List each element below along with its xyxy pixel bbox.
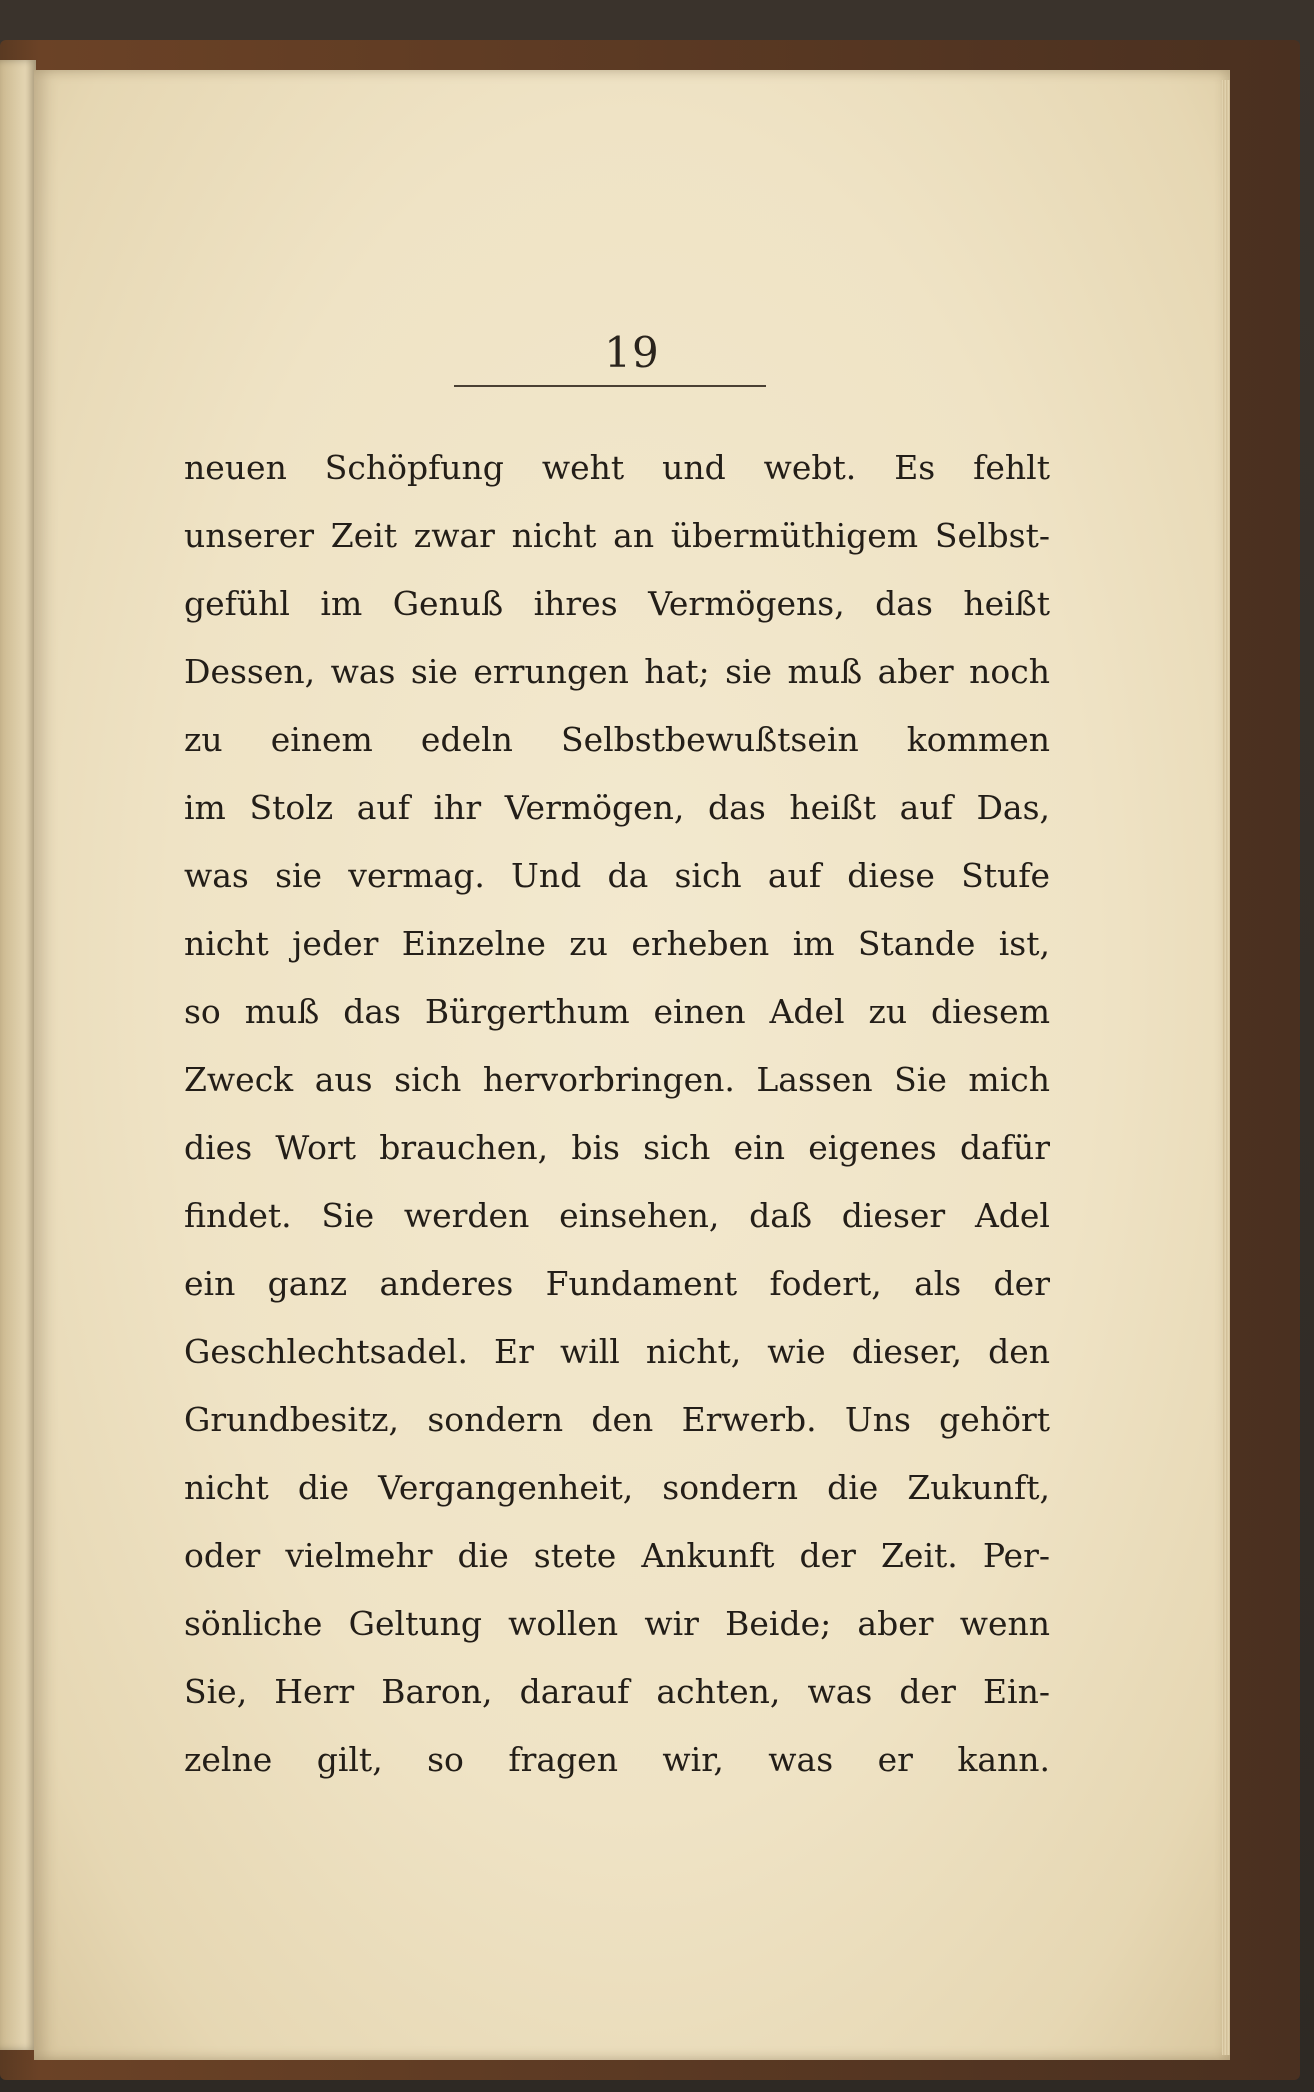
text-line: dies Wort brauchen, bis sich ein eigenes dafür xyxy=(184,1128,1050,1167)
text-line: ein ganz anderes Fundament fodert, als der xyxy=(184,1264,1050,1303)
text-line: so muß das Bürgerthum einen Adel zu diesem xyxy=(184,992,1050,1031)
text-line: nicht jeder Einzelne zu erheben im Stande ist, xyxy=(184,924,1050,963)
text-line: Grundbesitz, sondern den Erwerb. Uns gehört xyxy=(184,1400,1050,1439)
text-line: findet. Sie werden einsehen, daß dieser Adel xyxy=(184,1196,1050,1235)
text-line: zu einem edeln Selbstbewußtsein kommen xyxy=(184,720,1050,759)
text-line: Geschlechtsadel. Er will nicht, wie dieser, den xyxy=(184,1332,1050,1371)
text-line: Sie, Herr Baron, darauf achten, was der Ein- xyxy=(184,1672,1050,1711)
book-page xyxy=(34,70,1230,2060)
text-line: oder vielmehr die stete Ankunft der Zeit. Per- xyxy=(184,1536,1050,1575)
page-number: 19 xyxy=(604,328,660,377)
page-edge xyxy=(1222,80,1230,2055)
text-line: unserer Zeit zwar nicht an übermüthigem Selbst- xyxy=(184,516,1050,555)
body-text xyxy=(184,434,1050,1794)
text-line: neuen Schöpfung weht und webt. Es fehlt xyxy=(184,448,1050,487)
text-line: im Stolz auf ihr Vermögen, das heißt auf Das, xyxy=(184,788,1050,827)
text-line: zelne gilt, so fragen wir, was er kann. xyxy=(184,1740,1050,1779)
text-line: was sie vermag. Und da sich auf diese Stufe xyxy=(184,856,1050,895)
text-line: nicht die Vergangenheit, sondern die Zukunft, xyxy=(184,1468,1050,1507)
text-line: Dessen, was sie errungen hat; sie muß aber noch xyxy=(184,652,1050,691)
header-rule xyxy=(454,385,766,387)
text-line: Zweck aus sich hervorbringen. Lassen Sie mich xyxy=(184,1060,1050,1099)
facing-page-edge xyxy=(0,60,36,2050)
text-line: gefühl im Genuß ihres Vermögens, das heißt xyxy=(184,584,1050,623)
text-line: sönliche Geltung wollen wir Beide; aber wenn xyxy=(184,1604,1050,1643)
